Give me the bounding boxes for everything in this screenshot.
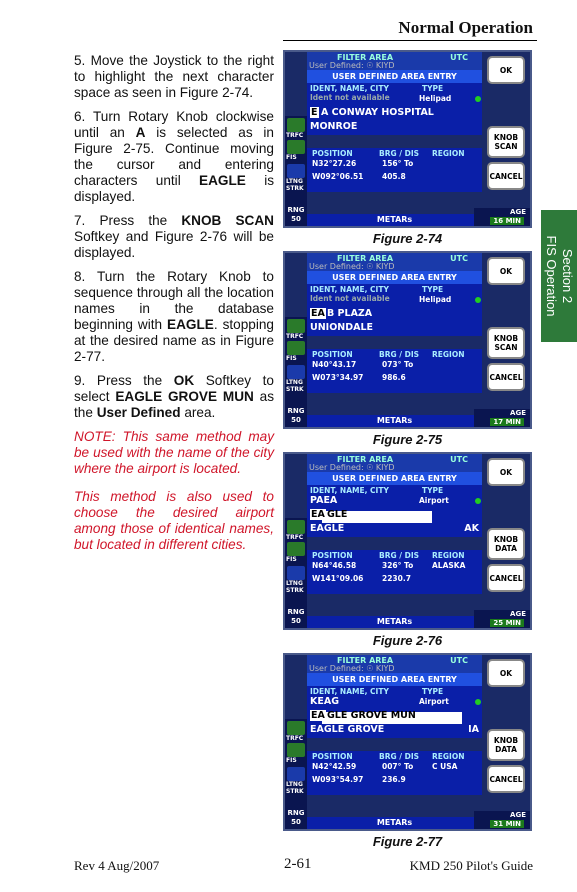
position-panel: POSITION BRG / DIS REGION N42°42.59 W093°54.97 007° To 236.9 C USA	[307, 751, 482, 795]
type-indicator-icon	[475, 96, 481, 102]
lightning-icon[interactable]	[287, 164, 305, 178]
metars-label: METARs	[307, 817, 482, 829]
entry-title: USER DEFINED AREA ENTRY	[307, 271, 482, 284]
age-indicator: AGE 16 MIN	[474, 208, 530, 226]
metars-label: METARs	[307, 214, 482, 226]
figure-caption: Figure 2-75	[372, 432, 443, 447]
age-indicator: AGE 17 MIN	[474, 409, 530, 427]
range-indicator: RNG 50	[285, 807, 307, 829]
type-indicator-icon	[475, 297, 481, 303]
ident-panel: IDENT, NAME, CITY TYPE KEAG Airport EA GLE GROVE MUN EAGLE GROVE IA	[307, 686, 482, 738]
range-indicator: RNG 50	[285, 405, 307, 427]
knob-softkey[interactable]: KNOB DATA	[487, 729, 525, 761]
map-symbol-strip: TRFC FIS LTNG STRK	[285, 317, 307, 427]
figure-screen	[283, 452, 532, 630]
figure-caption: Figure 2-74	[372, 231, 443, 246]
ok-softkey[interactable]: OK	[487, 257, 525, 285]
map-symbol-strip: TRFC FIS LTNG STRK	[285, 116, 307, 226]
knob-softkey[interactable]: KNOB SCAN	[487, 126, 525, 158]
range-indicator: RNG 50	[285, 606, 307, 628]
ident-panel: IDENT, NAME, CITY TYPE Ident not available Helipad E A CONWAY HOSPITAL MONROE	[307, 83, 482, 135]
figure-caption: Figure 2-76	[372, 633, 443, 648]
entry-title: USER DEFINED AREA ENTRY	[307, 70, 482, 83]
step-8: 8. Turn the Rotary Knob to sequence through all the location names in the database beginning with EAGLE. stopping at the desired name as in Figure 2-77.	[74, 269, 274, 364]
text-cursor[interactable]: EA	[311, 710, 325, 721]
traffic-icon[interactable]	[287, 118, 305, 132]
figure-screen	[283, 251, 532, 429]
filter-area-bar: FILTER AREA UTC User Defined: ☉ KIYD	[307, 253, 482, 271]
text-cursor[interactable]: EA	[311, 308, 325, 319]
filter-area-bar: FILTER AREA UTC User Defined: ☉ KIYD	[307, 655, 482, 673]
filter-area-bar: FILTER AREA UTC User Defined: ☉ KIYD	[307, 52, 482, 70]
position-panel: POSITION BRG / DIS REGION N64°46.58 W141°09.06 326° To 2230.7 ALASKA	[307, 550, 482, 594]
position-panel: POSITION BRG / DIS REGION N40°43.17 W073°34.97 073° To 986.6	[307, 349, 482, 393]
page-header-title: Normal Operation	[398, 18, 533, 37]
position-panel: POSITION BRG / DIS REGION N32°27.26 W092°06.51 156° To 405.8	[307, 148, 482, 192]
figure-screen	[283, 50, 532, 228]
figure-caption: Figure 2-77	[372, 834, 443, 849]
note-2: This method is also used to choose the desired airport among those of identical names, but located in different cities.	[74, 489, 274, 552]
step-5: 5. Move the Joystick to the right to highlight the next character space as seen in Figure 2-74.	[74, 53, 274, 100]
age-indicator: AGE 25 MIN	[474, 610, 530, 628]
ok-softkey[interactable]: OK	[487, 659, 525, 687]
cancel-softkey[interactable]: CANCEL	[487, 765, 525, 793]
cancel-softkey[interactable]: CANCEL	[487, 564, 525, 592]
knob-softkey[interactable]: KNOB SCAN	[487, 327, 525, 359]
step-7: 7. Press the KNOB SCAN Softkey and Figure 2-76 will be displayed.	[74, 213, 275, 260]
fis-icon[interactable]	[287, 542, 305, 556]
section-tab: Section 2 FIS Operation	[541, 210, 577, 342]
step-6: 6. Turn Rotary Knob clockwise until an A is selected as in Figure 2-75. Continue moving the cursor and entering characters until EAGLE is displayed.	[74, 109, 275, 204]
instruction-column	[74, 53, 274, 565]
type-indicator-icon	[475, 699, 481, 705]
footer-revision: Rev 4 Aug/2007	[74, 858, 160, 873]
filter-area-bar: FILTER AREA UTC User Defined: ☉ KIYD	[307, 454, 482, 472]
text-cursor[interactable]: E	[311, 107, 318, 118]
age-indicator: AGE 31 MIN	[474, 811, 530, 829]
ok-softkey[interactable]: OK	[487, 56, 525, 84]
metars-label: METARs	[307, 415, 482, 427]
entry-title: USER DEFINED AREA ENTRY	[307, 472, 482, 485]
ident-panel: IDENT, NAME, CITY TYPE PAEA Airport EA GLE EAGLE AK	[307, 485, 482, 537]
fis-icon[interactable]	[287, 140, 305, 154]
header-rule	[283, 40, 537, 41]
text-cursor[interactable]: EA	[311, 509, 325, 520]
step-9: 9. Press the OK Softkey to select EAGLE GROVE MUN as the User Defined area.	[74, 373, 274, 420]
range-indicator: RNG 50	[285, 204, 307, 226]
knob-softkey[interactable]: KNOB DATA	[487, 528, 525, 560]
footer-guide-title: KMD 250 Pilot's Guide	[409, 858, 533, 873]
traffic-icon[interactable]	[287, 319, 305, 333]
cancel-softkey[interactable]: CANCEL	[487, 162, 525, 190]
map-symbol-strip: TRFC FIS LTNG STRK	[285, 719, 307, 829]
lightning-icon[interactable]	[287, 365, 305, 379]
ok-softkey[interactable]: OK	[487, 458, 525, 486]
traffic-icon[interactable]	[287, 520, 305, 534]
entry-title: USER DEFINED AREA ENTRY	[307, 673, 482, 686]
fis-icon[interactable]	[287, 743, 305, 757]
metars-label: METARs	[307, 616, 482, 628]
lightning-icon[interactable]	[287, 566, 305, 580]
traffic-icon[interactable]	[287, 721, 305, 735]
note-1: NOTE: This same method may be used with the name of the city where the airport is located.	[74, 429, 274, 476]
map-symbol-strip: TRFC FIS LTNG STRK	[285, 518, 307, 628]
figure-screen	[283, 653, 532, 831]
ident-panel: IDENT, NAME, CITY TYPE Ident not available Helipad EA B PLAZA UNIONDALE	[307, 284, 482, 336]
cancel-softkey[interactable]: CANCEL	[487, 363, 525, 391]
type-indicator-icon	[475, 498, 481, 504]
lightning-icon[interactable]	[287, 767, 305, 781]
footer-page-number: 2-61	[284, 856, 312, 872]
fis-icon[interactable]	[287, 341, 305, 355]
